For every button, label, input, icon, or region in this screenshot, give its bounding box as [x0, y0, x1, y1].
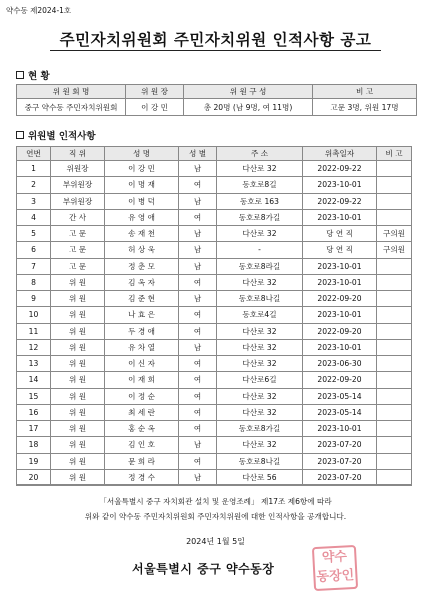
- title-underline: [50, 50, 381, 51]
- table-cell: [377, 258, 412, 274]
- table-cell: 이 병 덕: [105, 193, 179, 209]
- table-cell: 이 명 재: [105, 177, 179, 193]
- table-cell: 여: [179, 356, 217, 372]
- table-cell: 위 원: [51, 388, 105, 404]
- table-cell: 다산로 32: [217, 323, 303, 339]
- table-cell: 위원장: [51, 161, 105, 177]
- table-cell: 위 원: [51, 437, 105, 453]
- table-cell: [377, 339, 412, 355]
- table-cell: 남: [179, 291, 217, 307]
- table-cell: 2022-09-20: [303, 323, 377, 339]
- table-cell: 김 준 현: [105, 291, 179, 307]
- table-row: [17, 356, 412, 372]
- members-table-header: [17, 147, 412, 161]
- legal-basis-text: 「서울특별시 중구 자치회관 설치 및 운영조례」 제17조 제6항에 따라: [99, 497, 332, 506]
- column-header: 비 고: [377, 147, 412, 161]
- table-cell: 여: [179, 274, 217, 290]
- table-cell: [377, 323, 412, 339]
- table-cell: 다산로 32: [217, 356, 303, 372]
- page-title: 주민자치위원회 주민자치위원 인적사항 공고: [59, 31, 372, 49]
- table-cell: 고 문: [51, 226, 105, 242]
- table-cell: 남: [179, 437, 217, 453]
- table-cell: 12: [17, 339, 51, 355]
- table-cell: 다산로 32: [217, 437, 303, 453]
- section-status-label: 현 황: [28, 71, 50, 82]
- table-cell: 총 20명 (남 9명, 여 11명): [184, 99, 313, 116]
- table-cell: 2022-09-22: [303, 193, 377, 209]
- table-cell: 2022-09-20: [303, 291, 377, 307]
- table-row: [17, 421, 412, 437]
- table-cell: 2023-06-30: [303, 356, 377, 372]
- table-cell: 동호로8라길: [217, 258, 303, 274]
- table-cell: 동호로8가길: [217, 209, 303, 225]
- table-cell: 6: [17, 242, 51, 258]
- table-cell: [377, 274, 412, 290]
- table-cell: [377, 307, 412, 323]
- table-cell: [377, 209, 412, 225]
- table-cell: 14: [17, 372, 51, 388]
- status-table-row: [17, 99, 417, 116]
- table-cell: 여: [179, 421, 217, 437]
- table-cell: 다산로6길: [217, 372, 303, 388]
- column-header: 연번: [17, 147, 51, 161]
- table-cell: 동호로8가길: [217, 421, 303, 437]
- table-cell: 송 재 천: [105, 226, 179, 242]
- table-row: [17, 339, 412, 355]
- table-cell: 김 인 호: [105, 437, 179, 453]
- table-cell: 다산로 32: [217, 226, 303, 242]
- table-cell: 남: [179, 339, 217, 355]
- table-cell: 중구 약수동 주민자치위원회: [17, 99, 126, 116]
- table-cell: 8: [17, 274, 51, 290]
- table-row: [17, 161, 412, 177]
- table-cell: 15: [17, 388, 51, 404]
- table-cell: 2023-05-14: [303, 404, 377, 420]
- table-cell: 위 원: [51, 372, 105, 388]
- table-cell: [377, 437, 412, 453]
- column-header: 위 원 구 성: [184, 85, 313, 99]
- table-cell: 7: [17, 258, 51, 274]
- table-row: [17, 209, 412, 225]
- table-cell: 5: [17, 226, 51, 242]
- table-cell: 김 옥 자: [105, 274, 179, 290]
- table-cell: 여: [179, 307, 217, 323]
- notice-date: 2024년 1월 5일: [186, 537, 245, 546]
- column-header: 위 원 회 명: [17, 85, 126, 99]
- table-cell: [377, 291, 412, 307]
- table-cell: 정 춘 모: [105, 258, 179, 274]
- table-cell: 동호로8길: [217, 177, 303, 193]
- table-cell: 여: [179, 177, 217, 193]
- table-cell: 이 강 민: [126, 99, 184, 116]
- table-cell: 이 신 자: [105, 356, 179, 372]
- table-cell: 부위원장: [51, 177, 105, 193]
- table-cell: 2023-10-01: [303, 258, 377, 274]
- table-cell: 허 상 욱: [105, 242, 179, 258]
- column-header: 위촉일자: [303, 147, 377, 161]
- table-cell: [377, 404, 412, 420]
- table-cell: 위 원: [51, 291, 105, 307]
- table-cell: 2023-10-01: [303, 209, 377, 225]
- notice-box: [16, 484, 411, 532]
- table-row: [17, 372, 412, 388]
- table-cell: 당 연 직: [303, 226, 377, 242]
- table-cell: 부위원장: [51, 193, 105, 209]
- table-cell: [377, 421, 412, 437]
- table-cell: 2023-10-01: [303, 307, 377, 323]
- table-cell: 구의원: [377, 226, 412, 242]
- square-bullet-icon: [16, 71, 24, 79]
- table-cell: [377, 193, 412, 209]
- table-cell: 홍 순 옥: [105, 421, 179, 437]
- status-table-header: [17, 85, 417, 99]
- disclosure-text: 위와 같이 약수동 주민자치위원회 주민자치위원에 대한 인적사항을 공개합니다.: [84, 512, 347, 521]
- column-header: 위 원 장: [126, 85, 184, 99]
- members-table: [16, 146, 412, 486]
- table-cell: 2022-09-22: [303, 161, 377, 177]
- table-cell: 동호로8나길: [217, 291, 303, 307]
- table-cell: 13: [17, 356, 51, 372]
- table-cell: 2: [17, 177, 51, 193]
- table-cell: 고 문: [51, 242, 105, 258]
- table-cell: 유 영 애: [105, 209, 179, 225]
- members-table-body: [17, 161, 412, 486]
- table-cell: 2023-05-14: [303, 388, 377, 404]
- table-cell: 위 원: [51, 274, 105, 290]
- table-cell: [377, 356, 412, 372]
- signer-name: 서울특별시 중구 약수동장: [132, 562, 275, 576]
- table-cell: 다산로 56: [217, 469, 303, 485]
- table-cell: [377, 388, 412, 404]
- table-cell: 16: [17, 404, 51, 420]
- table-cell: 동호로8나길: [217, 453, 303, 469]
- table-row: [17, 307, 412, 323]
- square-bullet-icon: [16, 131, 24, 139]
- table-row: [17, 437, 412, 453]
- table-cell: 2023-07-20: [303, 453, 377, 469]
- table-cell: 위 원: [51, 307, 105, 323]
- table-cell: 다산로 32: [217, 388, 303, 404]
- table-cell: 위 원: [51, 323, 105, 339]
- table-cell: 이 강 민: [105, 161, 179, 177]
- table-row: [17, 291, 412, 307]
- table-cell: 여: [179, 453, 217, 469]
- table-cell: 고 문: [51, 258, 105, 274]
- table-cell: 다산로 32: [217, 274, 303, 290]
- column-header: 주 소: [217, 147, 303, 161]
- table-cell: 고문 3명, 위원 17명: [313, 99, 417, 116]
- column-header: 비 고: [313, 85, 417, 99]
- table-cell: 남: [179, 193, 217, 209]
- document-number: 약수동 제2024-1호: [6, 6, 72, 15]
- table-cell: 위 원: [51, 356, 105, 372]
- table-row: [17, 193, 412, 209]
- table-row: [17, 323, 412, 339]
- table-row: [17, 226, 412, 242]
- table-cell: 다산로 32: [217, 161, 303, 177]
- table-cell: 위 원: [51, 339, 105, 355]
- table-cell: 여: [179, 404, 217, 420]
- table-cell: 2023-10-01: [303, 339, 377, 355]
- table-row: [17, 258, 412, 274]
- table-cell: 2023-10-01: [303, 421, 377, 437]
- table-cell: 위 원: [51, 469, 105, 485]
- table-cell: 2022-09-20: [303, 372, 377, 388]
- table-cell: 17: [17, 421, 51, 437]
- table-cell: 정 경 수: [105, 469, 179, 485]
- table-cell: [377, 453, 412, 469]
- table-cell: 9: [17, 291, 51, 307]
- section-status-heading: [16, 68, 50, 82]
- table-cell: 다산로 32: [217, 339, 303, 355]
- table-row: [17, 453, 412, 469]
- table-cell: 위 원: [51, 404, 105, 420]
- table-cell: 구의원: [377, 242, 412, 258]
- table-cell: 2023-07-20: [303, 437, 377, 453]
- table-cell: 남: [179, 226, 217, 242]
- table-cell: 2023-10-01: [303, 274, 377, 290]
- column-header: 성 별: [179, 147, 217, 161]
- table-cell: 동호로4길: [217, 307, 303, 323]
- table-cell: 나 효 은: [105, 307, 179, 323]
- table-row: [17, 404, 412, 420]
- table-cell: [377, 372, 412, 388]
- table-cell: 위 원: [51, 421, 105, 437]
- table-cell: 다산로 32: [217, 404, 303, 420]
- table-cell: 4: [17, 209, 51, 225]
- table-cell: 여: [179, 388, 217, 404]
- table-cell: 문 희 라: [105, 453, 179, 469]
- section-members-label: 위원별 인적사항: [28, 131, 96, 142]
- section-members-heading: [16, 128, 96, 142]
- table-cell: 여: [179, 323, 217, 339]
- table-cell: 최 세 란: [105, 404, 179, 420]
- column-header: 직 위: [51, 147, 105, 161]
- official-seal: 약수 동장인: [312, 545, 358, 591]
- column-header: 성 명: [105, 147, 179, 161]
- table-cell: 19: [17, 453, 51, 469]
- table-cell: 여: [179, 209, 217, 225]
- table-cell: 2023-10-01: [303, 177, 377, 193]
- table-cell: 두 경 애: [105, 323, 179, 339]
- table-cell: 동호로 163: [217, 193, 303, 209]
- table-cell: 11: [17, 323, 51, 339]
- table-cell: 남: [179, 258, 217, 274]
- table-cell: 간 사: [51, 209, 105, 225]
- table-row: [17, 242, 412, 258]
- table-cell: 18: [17, 437, 51, 453]
- table-cell: 유 차 열: [105, 339, 179, 355]
- table-cell: 20: [17, 469, 51, 485]
- table-row: [17, 177, 412, 193]
- table-cell: 10: [17, 307, 51, 323]
- table-cell: 남: [179, 242, 217, 258]
- table-cell: 위 원: [51, 453, 105, 469]
- table-cell: 1: [17, 161, 51, 177]
- table-row: [17, 388, 412, 404]
- table-cell: 이 정 순: [105, 388, 179, 404]
- table-cell: 3: [17, 193, 51, 209]
- table-cell: 여: [179, 372, 217, 388]
- table-cell: 남: [179, 161, 217, 177]
- table-cell: 당 연 직: [303, 242, 377, 258]
- table-row: [17, 274, 412, 290]
- table-cell: -: [217, 242, 303, 258]
- table-cell: 2023-07-20: [303, 469, 377, 485]
- table-cell: 남: [179, 469, 217, 485]
- table-cell: 이 재 희: [105, 372, 179, 388]
- table-cell: [377, 161, 412, 177]
- status-table: [16, 84, 417, 116]
- table-cell: [377, 177, 412, 193]
